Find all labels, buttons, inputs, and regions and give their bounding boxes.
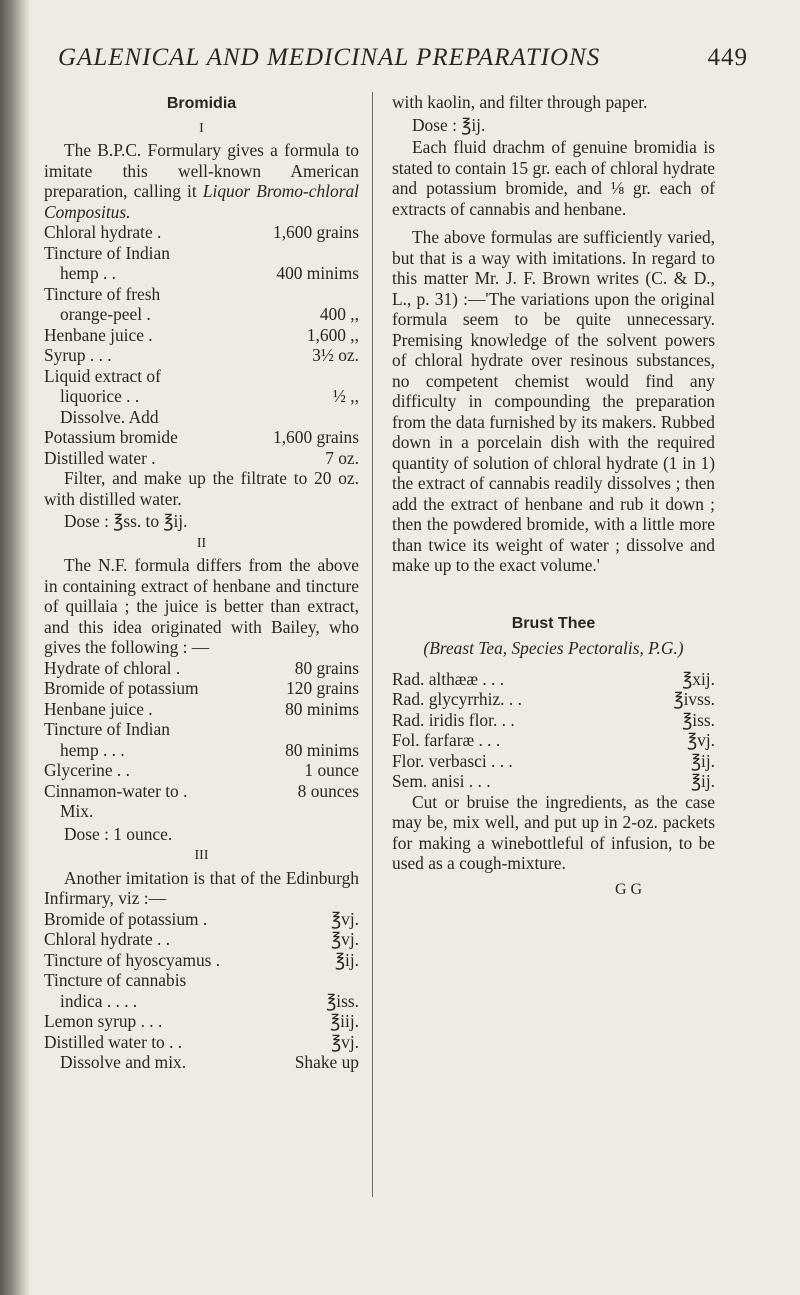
ingredient-row	[392, 771, 715, 792]
recipe-list-1	[44, 222, 359, 468]
ingredient-quantity: ℥iss.	[326, 990, 359, 1011]
ingredient-row	[44, 801, 359, 822]
ingredient-row	[44, 407, 359, 428]
spacer	[392, 576, 715, 612]
recipe-list-4	[392, 669, 715, 792]
ingredient-row	[44, 760, 359, 781]
part-numeral: II	[196, 535, 207, 551]
intro-italic: Liquor Bromo-chloral Compositus.	[44, 181, 359, 222]
left-column	[44, 92, 359, 1073]
ingredient-name: Tincture of cannabis	[44, 970, 187, 990]
part1-intro	[44, 140, 359, 222]
ingredient-name: Flor. verbasci . . .	[392, 750, 513, 771]
ingredient-name: Chloral hydrate .	[44, 222, 162, 242]
signature-mark: G G	[614, 880, 643, 898]
ingredient-name: liquorice . .	[60, 386, 140, 406]
paragraph: Each fluid drachm of genuine bromidia is stated to contain 15 gr. each of chloral hydrate and potassium bromide, and ⅛ gr. each of extracts of cannabis and henbane.	[392, 137, 715, 219]
ingredient-quantity: ℥vj.	[331, 929, 359, 949]
ingredient-name: Fol. farfaræ . . .	[392, 730, 501, 750]
ingredient-quantity: 80 minims	[285, 698, 359, 719]
ingredient-quantity: ℥ij.	[334, 949, 359, 970]
ingredient-quantity: 1,600 grains	[273, 427, 359, 447]
ingredient-row	[44, 929, 359, 950]
ingredient-quantity: ℥xij.	[682, 668, 715, 689]
ingredient-name: hemp . .	[60, 263, 117, 283]
ingredient-name: Tincture of fresh	[44, 283, 161, 304]
ingredient-quantity: 120 grains	[286, 678, 359, 698]
part2-text: The N.F. formula differs from the above in containing extract of henbane and tincture of quillaia ; the juice is better than extract, and this idea originated with Bailey, who gives the following : —	[44, 555, 359, 657]
ingredient-name: Syrup . . .	[44, 345, 112, 365]
ingredient-row	[44, 243, 359, 264]
ingredient-row	[44, 1011, 359, 1032]
filter-instruction: Filter, and make up the filtrate to 20 oz. with distilled water.	[44, 468, 359, 509]
ingredient-quantity: ℥iss.	[682, 709, 715, 730]
ingredient-quantity: Shake up	[294, 1052, 359, 1072]
ingredient-row	[44, 699, 359, 720]
ingredient-row	[44, 386, 359, 407]
ingredient-name: Dissolve and mix.	[60, 1052, 187, 1072]
section-subtitle: (Breast Tea, Species Pectoralis, P.G.)	[423, 638, 684, 658]
dose-line: Dose : ℥ij.	[412, 114, 486, 135]
ingredient-row	[392, 751, 715, 772]
ingredient-name: Bromide of potassium	[44, 678, 199, 698]
ingredient-row	[392, 730, 715, 751]
ingredient-row	[44, 222, 359, 243]
ingredient-quantity: 80 minims	[285, 739, 359, 760]
ingredient-name: Glycerine . .	[44, 760, 130, 780]
ingredient-row	[44, 740, 359, 761]
ingredient-name: Mix.	[60, 801, 94, 821]
ingredient-name: Rad. althææ . . .	[392, 668, 505, 689]
page-gutter-shadow	[0, 0, 30, 1295]
ingredient-name: indica . . . .	[60, 990, 138, 1011]
ingredient-name: Cinnamon-water to .	[44, 780, 188, 801]
part-numeral: I	[199, 120, 204, 136]
ingredient-row	[44, 366, 359, 387]
ingredient-name: Lemon syrup . . .	[44, 1011, 163, 1031]
ingredient-row	[44, 781, 359, 802]
ingredient-quantity: ℥vj.	[331, 908, 359, 929]
section-title-bromidia: Bromidia	[166, 95, 237, 112]
ingredient-row	[44, 678, 359, 699]
running-title: GALENICAL AND MEDICINAL PREPARATIONS	[58, 44, 601, 71]
ingredient-name: Tincture of hyoscyamus .	[44, 949, 221, 970]
page-number: 449	[707, 44, 748, 71]
section-title-brust-thee: Brust Thee	[511, 614, 596, 632]
ingredient-name: hemp . . .	[60, 739, 125, 760]
ingredient-quantity: ℥vj.	[687, 730, 715, 750]
ingredient-name: Sem. anisi . . .	[392, 771, 491, 791]
intro-text: The B.P.C. Formulary gives a formula to imitate this well-known American preparation, calling it	[44, 140, 359, 201]
ingredient-row	[44, 658, 359, 679]
right-column	[392, 92, 715, 900]
ingredient-name: Hydrate of chloral .	[44, 657, 181, 678]
ingredient-row	[44, 448, 359, 469]
ingredient-row	[44, 970, 359, 991]
ingredient-name: orange-peel .	[60, 304, 151, 324]
ingredient-quantity: 7 oz.	[325, 447, 359, 468]
ingredient-row	[44, 719, 359, 740]
ingredient-name: Bromide of potassium .	[44, 908, 208, 929]
dose-line: Dose : 1 ounce.	[64, 823, 173, 844]
ingredient-quantity: ℥ij.	[690, 750, 715, 771]
ingredient-name: Tincture of Indian	[44, 242, 170, 263]
ingredient-name: Henbane juice .	[44, 698, 153, 719]
recipe-list-2	[44, 658, 359, 822]
ingredient-row	[392, 710, 715, 731]
ingredient-name: Distilled water .	[44, 447, 156, 468]
ingredient-row	[44, 304, 359, 325]
part3-text: Another imitation is that of the Edinburgh Infirmary, viz :—	[44, 867, 359, 908]
ingredient-row	[392, 669, 715, 690]
ingredient-row	[44, 950, 359, 971]
ingredient-name: Henbane juice .	[44, 324, 153, 345]
ingredient-row	[44, 1052, 359, 1073]
ingredient-name: Tincture of Indian	[44, 719, 170, 739]
ingredient-quantity: ℥ivss.	[673, 689, 715, 709]
ingredient-row	[44, 909, 359, 930]
ingredient-row	[44, 325, 359, 346]
ingredient-row	[44, 991, 359, 1012]
dose-line: Dose : ℥ss. to ℥ij.	[64, 511, 188, 531]
continued-text: with kaolin, and filter through paper.	[392, 92, 648, 112]
ingredient-quantity: 400 minims	[276, 263, 359, 283]
ingredient-quantity: 8 ounces	[297, 780, 359, 801]
ingredient-quantity: ½ ,,	[332, 386, 359, 406]
ingredient-row	[44, 427, 359, 448]
ingredient-row	[44, 284, 359, 305]
running-header	[58, 44, 748, 72]
column-rule	[372, 92, 373, 1197]
ingredient-name: Potassium bromide	[44, 427, 178, 447]
ingredient-quantity: 1,600 ,,	[306, 324, 359, 345]
ingredient-quantity: 80 grains	[294, 657, 359, 678]
ingredient-quantity: ℥ij.	[690, 771, 715, 791]
ingredient-name: Liquid extract of	[44, 365, 161, 386]
ingredient-name: Rad. iridis flor. . .	[392, 709, 515, 730]
ingredient-row	[392, 689, 715, 710]
ingredient-quantity: 1 ounce	[304, 760, 359, 780]
ingredient-quantity: ℥iij.	[330, 1011, 359, 1031]
ingredient-name: Chloral hydrate . .	[44, 929, 171, 949]
part-numeral: III	[194, 848, 209, 863]
ingredient-name: Dissolve. Add	[60, 406, 159, 427]
paragraph: Cut or bruise the ingredients, as the case may be, mix well, and put up in 2-oz. packets for making a winebottleful of infusion, to be used as a cough-mixture.	[392, 791, 715, 873]
ingredient-name: Rad. glycyrrhiz. . .	[392, 689, 522, 709]
ingredient-name: Distilled water to . .	[44, 1031, 183, 1052]
ingredient-quantity: 1,600 grains	[273, 222, 359, 242]
ingredient-quantity: 3½ oz.	[312, 345, 359, 365]
ingredient-row	[44, 345, 359, 366]
recipe-list-3	[44, 909, 359, 1073]
ingredient-quantity: 400 ,,	[319, 304, 359, 324]
ingredient-quantity: ℥vj.	[331, 1031, 359, 1052]
paragraph: The above formulas are sufficiently varied, but that is a way with imitations. In regard to this matter Mr. J. F. Brown writes (C. & D., L., p. 31) :—'The variations upon the original formula seem to be quite unnecessary. Premising knowledge of the solvent powers of chloral hydrate over resinous substances, no competent chemist would find any difficulty in compounding the preparation from the data furnished by its makers. Rubbed down in a porcelain dish with the required quantity of solution of chloral hydrate (1 in 1) the extract of cannabis readily dissolves ; then add the extract of henbane and rub it down ; then the powdered bromide, with a little more than twice its weight of water ; dissolve and make up to the exact volume.'	[392, 227, 715, 575]
ingredient-row	[44, 1032, 359, 1053]
ingredient-row	[44, 263, 359, 284]
spacer	[392, 219, 715, 227]
